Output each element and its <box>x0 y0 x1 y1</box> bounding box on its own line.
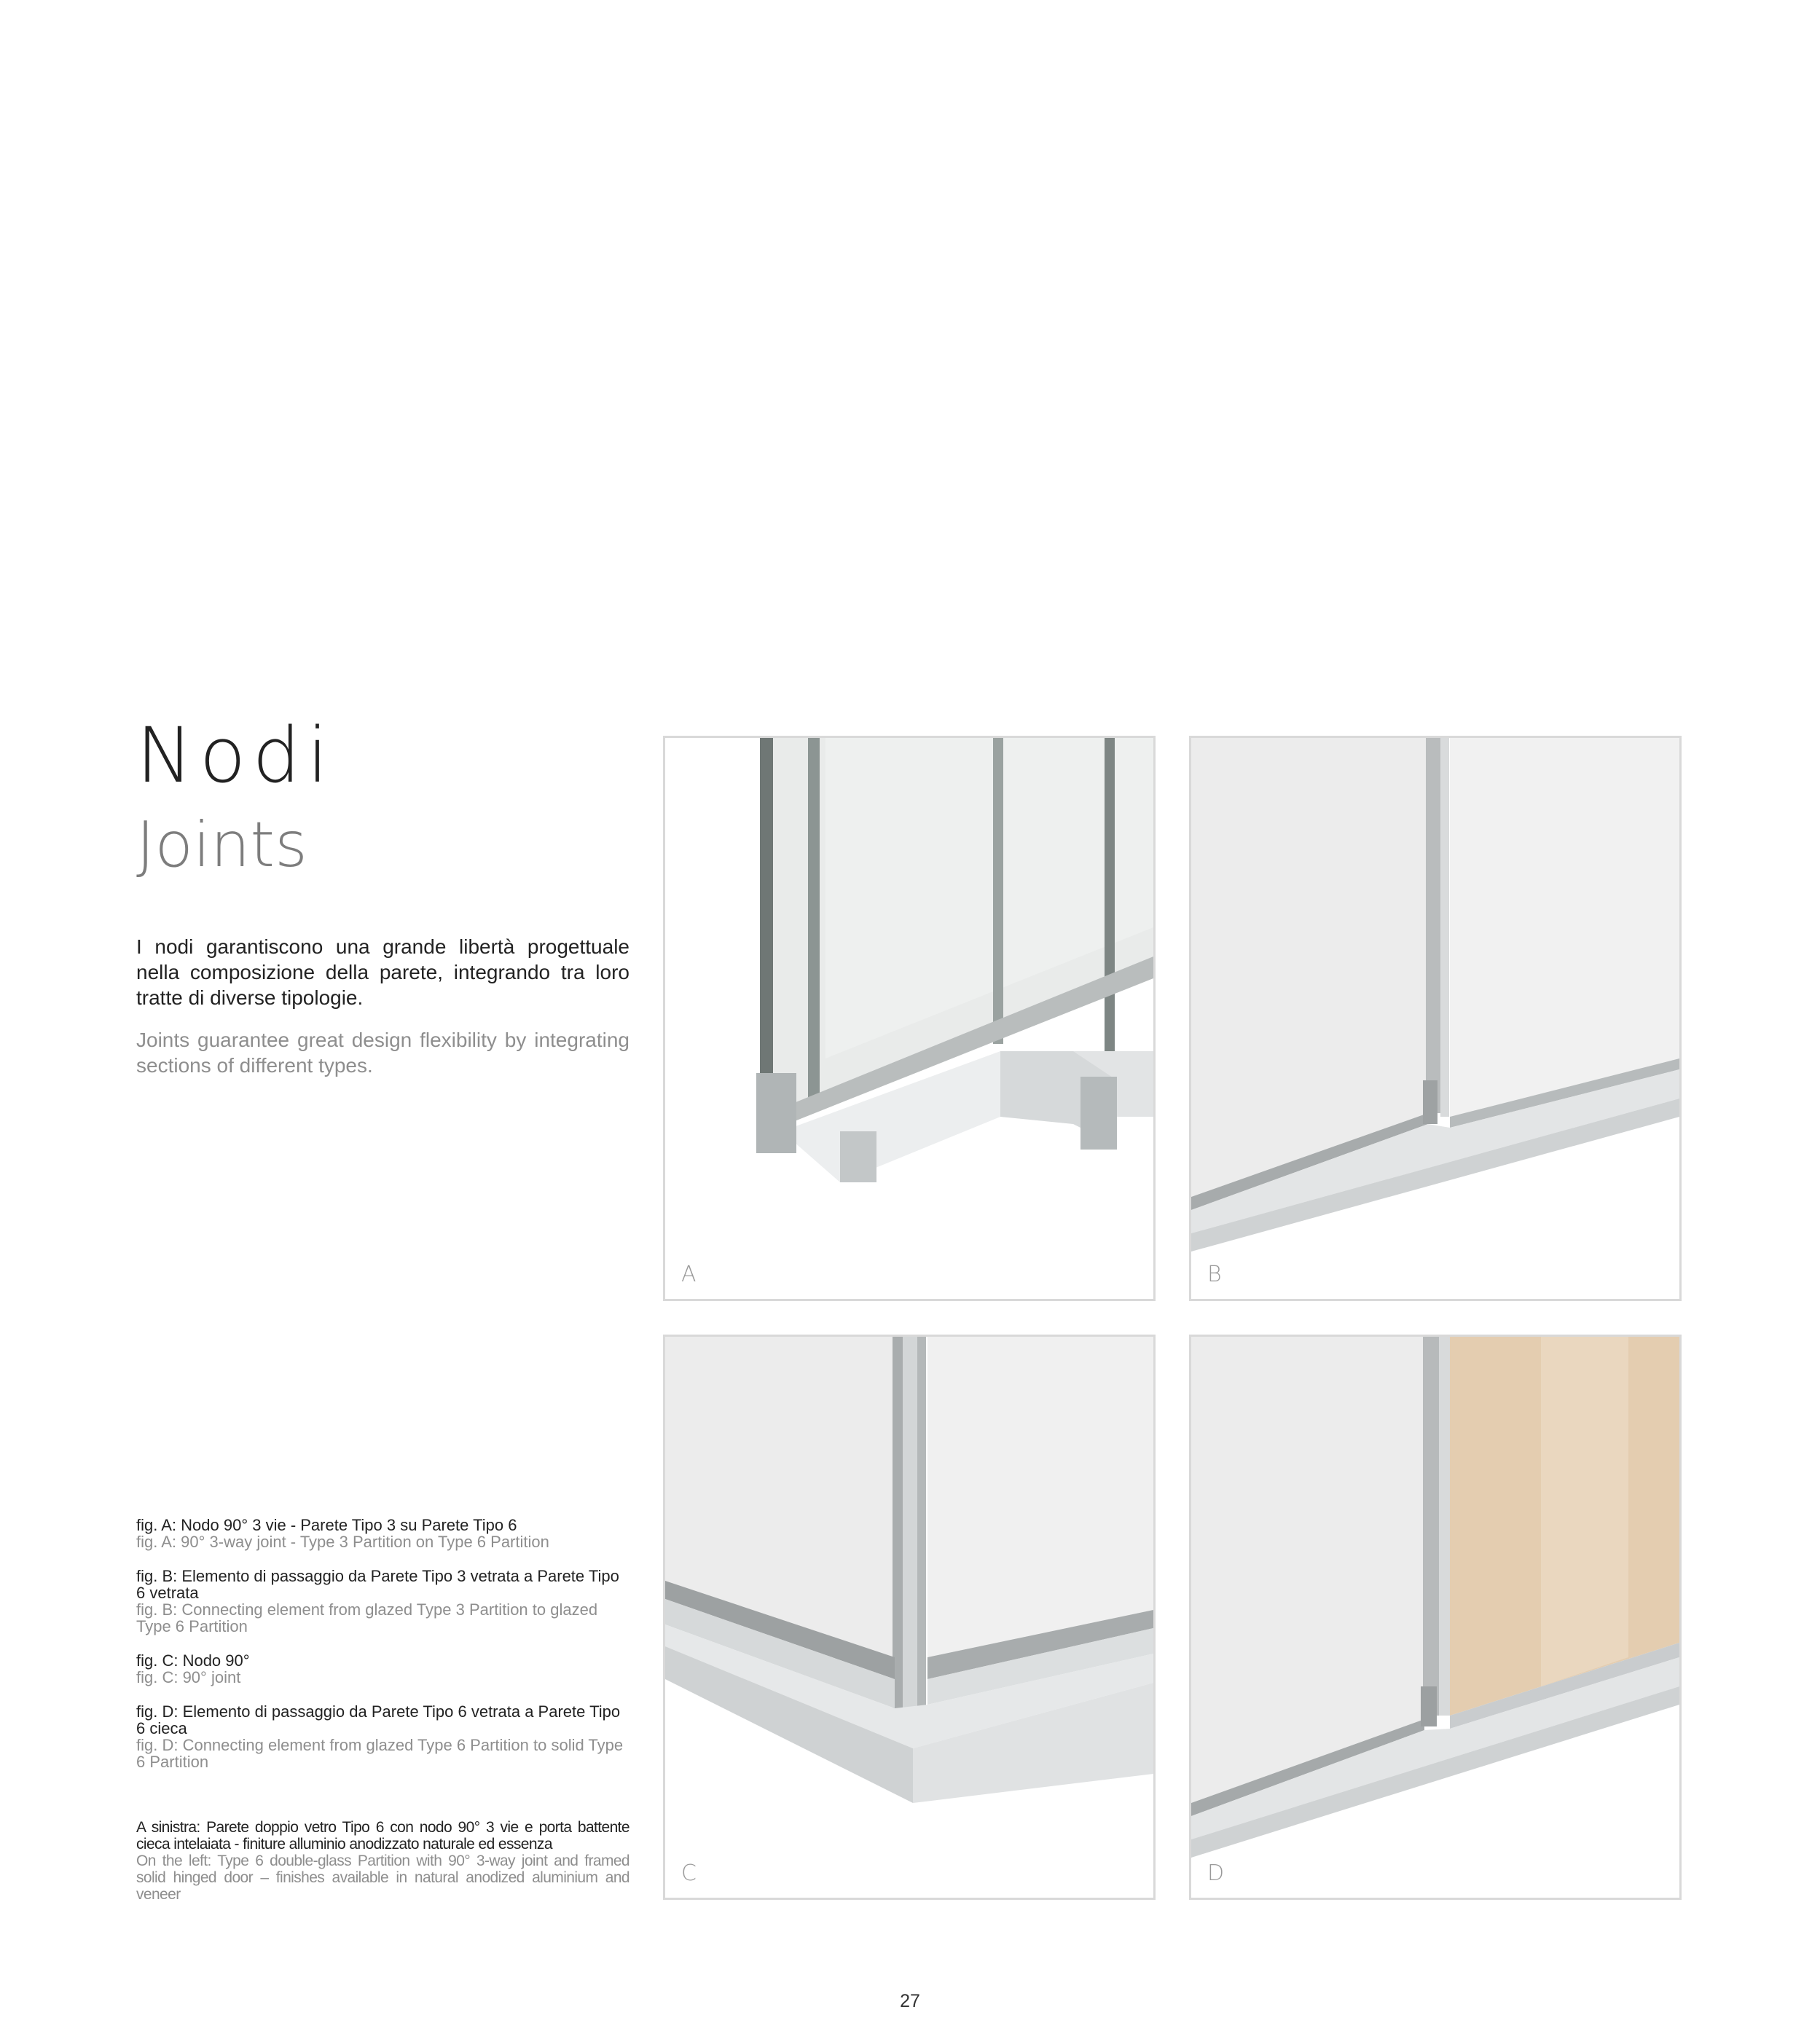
photo-note-it: A sinistra: Parete doppio vetro Tipo 6 con nodo 90° 3 vie e porta battente cieca intelaiata - finiture alluminio anodizzato naturale ed essenza <box>136 1819 629 1853</box>
photo-note-en: On the left: Type 6 double-glass Partition with 90° 3-way joint and framed solid hinged door – finishes available in natural anodized aluminium and veneer <box>136 1853 629 1903</box>
caption-d-it: fig. D: Elemento di passaggio da Parete Tipo 6 vetrata a Parete Tipo 6 cieca <box>136 1702 621 1737</box>
figure-captions <box>136 1517 629 1788</box>
figure-b-label: B <box>1207 1262 1222 1287</box>
caption-c <box>136 1652 629 1686</box>
caption-b <box>136 1568 629 1635</box>
figure-c-illustration <box>665 1337 1153 1898</box>
caption-a-en: fig. A: 90° 3-way joint - Type 3 Partition on Type 6 Partition <box>136 1533 549 1551</box>
figure-a-label: A <box>681 1262 697 1287</box>
page-number: 27 <box>900 1991 920 2011</box>
intro-english: Joints guarantee great design flexibility by integrating sections of different types. <box>136 1029 629 1077</box>
figure-b-illustration <box>1191 738 1679 1299</box>
figure-c <box>663 1335 1156 1900</box>
figure-c-label: C <box>681 1861 697 1886</box>
figure-a <box>663 736 1156 1301</box>
page-subtitle: Joints <box>136 809 307 881</box>
caption-d <box>136 1703 629 1770</box>
caption-b-it: fig. B: Elemento di passaggio da Parete Tipo 3 vetrata a Parete Tipo 6 vetrata <box>136 1567 619 1602</box>
caption-a-it: fig. A: Nodo 90° 3 vie - Parete Tipo 3 su Parete Tipo 6 <box>136 1516 517 1534</box>
caption-a <box>136 1517 629 1550</box>
figure-d-label: D <box>1207 1861 1225 1886</box>
caption-c-en: fig. C: 90° joint <box>136 1668 241 1686</box>
caption-d-en: fig. D: Connecting element from glazed Type 6 Partition to solid Type 6 Partition <box>136 1736 624 1771</box>
figure-d-illustration <box>1191 1337 1679 1898</box>
figure-b <box>1189 736 1682 1301</box>
figure-a-illustration <box>665 738 1153 1299</box>
photo-note <box>136 1819 629 1903</box>
intro-italian: I nodi garantiscono una grande libertà progettuale nella composizione della parete, integrando tra loro tratte di diverse tipologie. <box>136 935 629 1009</box>
figure-d <box>1189 1335 1682 1900</box>
caption-c-it: fig. C: Nodo 90° <box>136 1651 250 1670</box>
page-title: Nodi <box>136 711 335 800</box>
caption-b-en: fig. B: Connecting element from glazed Type 3 Partition to glazed Type 6 Partition <box>136 1600 598 1635</box>
